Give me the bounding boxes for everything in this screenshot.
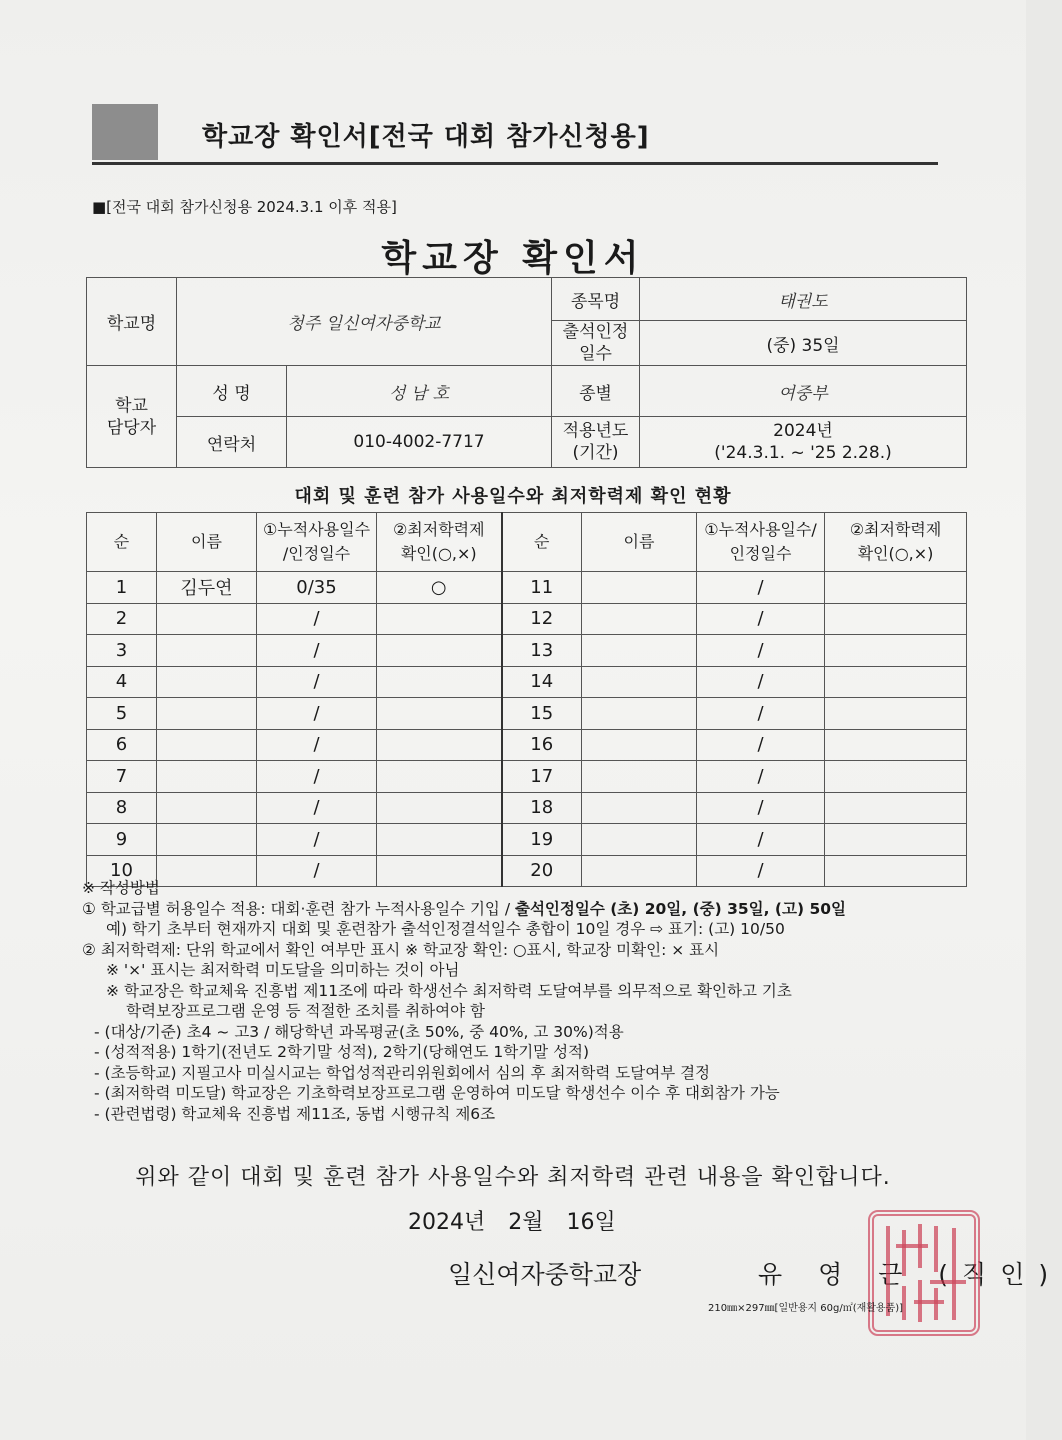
student-name: 김두연 [157, 572, 257, 604]
student-name [157, 698, 257, 730]
table-row [87, 729, 967, 761]
header-gray-block [92, 104, 158, 160]
header-cell: 순 [87, 513, 157, 572]
table-row [87, 792, 967, 824]
achievement-check [825, 761, 967, 793]
confirmation-text: 위와 같이 대회 및 훈련 참가 사용일수와 최저학력 관련 내용을 확인합니다. [135, 1165, 891, 1190]
student-name [157, 603, 257, 635]
student-name [157, 729, 257, 761]
achievement-check [825, 572, 967, 604]
instructions-title: ※ 작성방법 [82, 879, 160, 897]
achievement-check [825, 792, 967, 824]
student-name [582, 824, 697, 856]
student-name [582, 761, 697, 793]
achievement-check [825, 729, 967, 761]
achievement-check [377, 761, 502, 793]
student-name [157, 761, 257, 793]
contact-label: 연락처 [177, 417, 287, 468]
row-number: 20 [502, 855, 582, 887]
header-cell [257, 513, 377, 572]
year-label [552, 417, 640, 468]
instruction-detail: - (성적적용) 1학기(전년도 2학기말 성적), 2학기(당해연도 1학기말 성적) [94, 1043, 590, 1061]
row-number: 11 [502, 572, 582, 604]
school-label: 학교명 [87, 278, 177, 366]
school-signer: 일신여자중학교장 [448, 1260, 642, 1289]
days-used: / [257, 855, 377, 887]
achievement-check [377, 698, 502, 730]
student-name [582, 792, 697, 824]
instruction-2: ② 최저학력제: 단위 학교에서 확인 여부만 표시 ※ 학교장 확인: ○표시, 학교장 미확인: × 표시 [82, 940, 720, 959]
row-number: 6 [87, 729, 157, 761]
days-used: / [697, 824, 825, 856]
days-used: / [697, 792, 825, 824]
header-cell: 이름 [582, 513, 697, 572]
days-used: / [257, 729, 377, 761]
school-name: 청주 일신여자중학교 [177, 278, 552, 366]
sport-value: 태권도 [640, 278, 967, 321]
name-label: 성 명 [177, 366, 287, 417]
header-title: 학교장 확인서[전국 대회 참가신청용] [202, 122, 650, 152]
achievement-check [377, 792, 502, 824]
instruction-1-bold: 출석인정일수 (초) 20일, (중) 35일, (고) 50일 [514, 899, 847, 918]
achievement-check [825, 824, 967, 856]
days-used: / [257, 666, 377, 698]
table-row [87, 635, 967, 667]
row-number: 15 [502, 698, 582, 730]
table-row [87, 824, 967, 856]
days-used: / [697, 635, 825, 667]
student-name [582, 698, 697, 730]
row-number: 17 [502, 761, 582, 793]
days-used: / [697, 855, 825, 887]
days-used: / [257, 603, 377, 635]
instruction-note-1: ※ '×' 표시는 최저학력 미도달을 의미하는 것이 아님 [106, 961, 460, 979]
achievement-check [825, 698, 967, 730]
sport-label: 종목명 [552, 278, 640, 321]
info-table [86, 277, 967, 468]
student-name [157, 824, 257, 856]
achievement-check [825, 635, 967, 667]
achievement-check [377, 635, 502, 667]
student-name [582, 603, 697, 635]
paper-spec: 210㎜×297㎜[일반용지 60g/㎡(재활용품)] [708, 1303, 904, 1314]
table-row [87, 666, 967, 698]
days-used: / [257, 792, 377, 824]
days-used: / [697, 572, 825, 604]
period-value: ('24.3.1. ~ '25 2.28.) [714, 443, 892, 463]
row-number: 1 [87, 572, 157, 604]
days-used: / [257, 824, 377, 856]
attend-label-text: 출석인정 일수 [562, 322, 629, 364]
student-name [157, 792, 257, 824]
instruction-detail: - (대상/기준) 초4 ~ 고3 / 해당학년 과목평균(초 50%, 중 40%, 고 30%)적용 [94, 1022, 624, 1041]
section-title: 대회 및 훈련 참가 사용일수와 최저학력제 확인 현황 [294, 486, 732, 507]
student-name [582, 666, 697, 698]
days-used: / [697, 666, 825, 698]
header-cell-text: ①누적사용일수/ 인정일수 [704, 520, 817, 563]
instructions [82, 878, 982, 1124]
row-number: 18 [502, 792, 582, 824]
category-label: 종별 [552, 366, 640, 417]
row-number: 8 [87, 792, 157, 824]
row-number: 5 [87, 698, 157, 730]
row-number: 13 [502, 635, 582, 667]
days-used: / [697, 761, 825, 793]
category-value: 여중부 [640, 366, 967, 417]
instruction-1-text: ① 학교급별 허용일수 적용: 대회·훈련 참가 누적사용일수 기입 / [82, 899, 515, 918]
header-cell [377, 513, 502, 572]
header-cell-text: ②최저학력제 확인(○,×) [392, 520, 485, 563]
year-label-text: 적용년도 (기간) [562, 421, 629, 463]
header-divider [92, 162, 938, 165]
achievement-check [377, 729, 502, 761]
header-cell-text: ②최저학력제 확인(○,×) [849, 520, 942, 563]
manager-label-text: 학교 담당자 [106, 395, 157, 438]
row-number: 19 [502, 824, 582, 856]
row-number: 12 [502, 603, 582, 635]
attend-label [552, 321, 640, 366]
table-row [87, 603, 967, 635]
principal-name: 유 영 근 (직인) [758, 1260, 1062, 1289]
days-used: / [257, 635, 377, 667]
name-value: 성 남 호 [287, 366, 552, 417]
achievement-check [825, 666, 967, 698]
achievement-check [377, 603, 502, 635]
table-row [87, 698, 967, 730]
days-used: / [257, 761, 377, 793]
days-used: / [697, 729, 825, 761]
row-number: 14 [502, 666, 582, 698]
achievement-check [377, 824, 502, 856]
instruction-1-example: 예) 학기 초부터 현재까지 대회 및 훈련참가 출석인정결석일수 총합이 10일 경우 ⇨ 표기: (고) 10/50 [106, 920, 785, 938]
attend-value: (중) 35일 [640, 321, 967, 366]
row-number: 16 [502, 729, 582, 761]
student-name [582, 572, 697, 604]
manager-label [87, 366, 177, 468]
year-value: 2024년 [773, 421, 833, 441]
row-number: 3 [87, 635, 157, 667]
applicability-note: ■[전국 대회 참가신청용 2024.3.1 이후 적용] [92, 198, 397, 216]
status-table [86, 512, 967, 887]
days-used: / [257, 698, 377, 730]
student-name [582, 635, 697, 667]
row-number: 4 [87, 666, 157, 698]
row-number: 9 [87, 824, 157, 856]
days-used: / [697, 698, 825, 730]
days-used: 0/35 [257, 572, 377, 604]
year-cell [640, 417, 967, 468]
achievement-check [825, 603, 967, 635]
row-number: 7 [87, 761, 157, 793]
header-cell [825, 513, 967, 572]
table-row [87, 761, 967, 793]
header-cell-text: ①누적사용일수 /인정일수 [262, 520, 371, 563]
signature-date: 2024년 2월 16일 [408, 1210, 616, 1235]
header-cell: 이름 [157, 513, 257, 572]
student-name [157, 635, 257, 667]
table-header-row [87, 513, 967, 572]
instruction-detail: - (관련법령) 학교체육 진흥법 제11조, 동법 시행규칙 제6조 [94, 1104, 496, 1123]
days-used: / [697, 603, 825, 635]
contact-value: 010-4002-7717 [287, 417, 552, 468]
achievement-check [377, 666, 502, 698]
header-cell: 순 [502, 513, 582, 572]
document-title: 학교장 확인서 [381, 238, 645, 279]
table-row [87, 572, 967, 604]
official-seal-stamp [868, 1210, 980, 1336]
instruction-note-2a: ※ 학교장은 학교체육 진흥법 제11조에 따라 학생선수 최저학력 도달여부를 의무적으로 확인하고 기초 [106, 981, 792, 1000]
row-number: 2 [87, 603, 157, 635]
header-bar [92, 104, 938, 170]
header-cell [697, 513, 825, 572]
instruction-detail: - (최저학력 미도달) 학교장은 기초학력보장프로그램 운영하여 미도달 학생선수 이수 후 대회참가 가능 [94, 1084, 780, 1102]
instruction-note-2b: 학력보장프로그램 운영 등 적절한 조치를 취하여야 함 [126, 1002, 485, 1020]
instruction-detail: - (초등학교) 지필고사 미실시교는 학업성적관리위원회에서 심의 후 최저학력 도달여부 결정 [94, 1063, 711, 1082]
instruction-1 [82, 899, 982, 920]
achievement-check: ○ [377, 572, 502, 604]
row-number: 10 [87, 855, 157, 887]
student-name [582, 729, 697, 761]
student-name [157, 666, 257, 698]
